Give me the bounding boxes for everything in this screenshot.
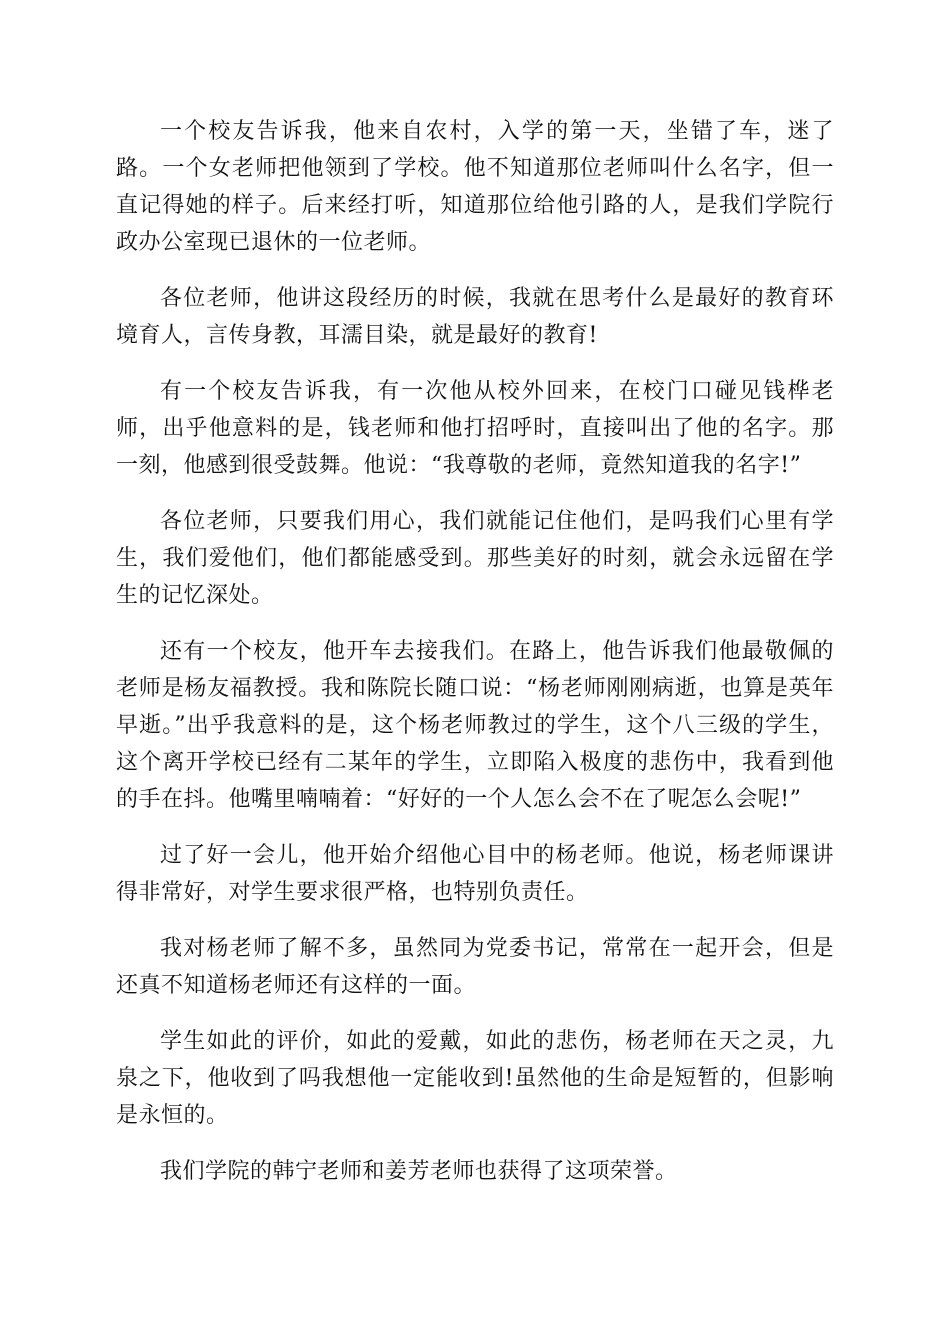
paragraph: 我对杨老师了解不多，虽然同为党委书记，常常在一起开会，但是还真不知道杨老师还有这样的一面。	[116, 936, 834, 998]
paragraph: 我们学院的韩宁老师和姜芳老师也获得了这项荣誉。	[160, 1159, 678, 1184]
paragraph: 还有一个校友，他开车去接我们。在路上，他告诉我们他最敬佩的老师是杨友福教授。我和陈院长随口说：“杨老师刚刚病逝，也算是英年早逝。”出乎我意料的是，这个杨老师教过的学生，这个八三级的学生，这个离开学校已经有二某年的学生，立即陷入极度的悲伤中，我看到他的手在抖。他嘴里喃喃着：“好好的一个人怎么会不在了呢怎么会呢!”	[116, 639, 834, 812]
paragraph: 一个校友告诉我，他来自农村，入学的第一天，坐错了车，迷了路。一个女老师把他领到了学校。他不知道那位老师叫什么名字，但一直记得她的样子。后来经打听，知道那位给他引路的人，是我们学院行政办公室现已退休的一位老师。	[116, 119, 834, 255]
paragraph: 有一个校友告诉我，有一次他从校外回来，在校门口碰见钱桦老师，出乎他意料的是，钱老师和他打招呼时，直接叫出了他的名字。那一刻，他感到很受鼓舞。他说：“我尊敬的老师，竟然知道我的名字!”	[116, 379, 834, 478]
paragraph: 各位老师，他讲这段经历的时候，我就在思考什么是最好的教育环境育人，言传身教，耳濡目染，就是最好的教育!	[116, 286, 834, 348]
paragraph: 学生如此的评价，如此的爱戴，如此的悲伤，杨老师在天之灵，九泉之下，他收到了吗我想他一定能收到!虽然他的生命是短暂的，但影响是永恒的。	[116, 1029, 834, 1128]
paragraph: 各位老师，只要我们用心，我们就能记住他们，是吗我们心里有学生，我们爱他们，他们都能感受到。那些美好的时刻，就会永远留在学生的记忆深处。	[116, 509, 834, 608]
document-body	[116, 113, 834, 1209]
paragraph: 过了好一会儿，他开始介绍他心目中的杨老师。他说，杨老师课讲得非常好，对学生要求很严格，也特别负责任。	[116, 843, 834, 905]
